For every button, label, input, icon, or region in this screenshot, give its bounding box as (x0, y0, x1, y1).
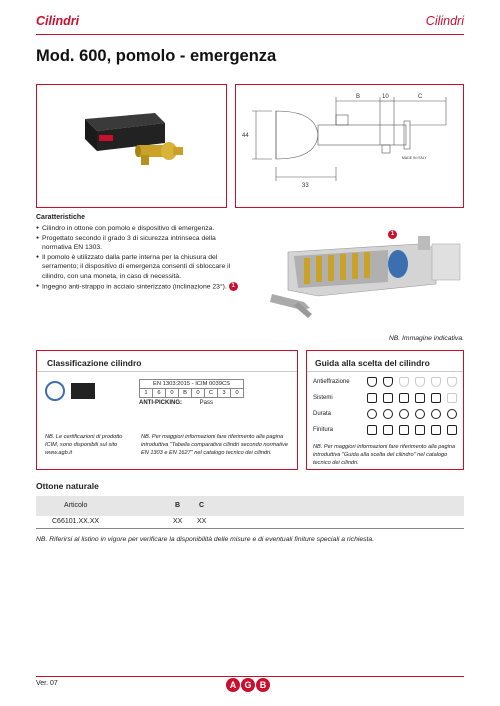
technical-drawing (236, 85, 463, 207)
lock-icon (415, 393, 425, 403)
guide-row-label: Durata (313, 411, 332, 417)
article-b: XX (173, 518, 183, 525)
feature-item: ● Progettato secondo il grado 3 di sicurezza intrinseca della normativa EN 1303. (36, 234, 246, 253)
clock-icon (431, 409, 441, 419)
clock-icon (399, 409, 409, 419)
feature-item: ● Il pomolo è utilizzato dalla parte interna per la chiusura del serramento; il dispositivo di emergenza consenti di sbloccare il cilindro, con una moneta, in caso di necessità. (36, 253, 246, 282)
logo-letter: G (241, 678, 255, 692)
logo-letter: A (226, 678, 240, 692)
grade-digit: 3 (218, 389, 231, 398)
shield-icon (415, 377, 425, 387)
article-code: C66101.XX.XX (52, 518, 100, 525)
version-label: Ver. 07 (36, 680, 58, 687)
page-title: Mod. 600, pomolo - emergenza (36, 47, 277, 65)
classification-title: Classificazione cilindro (47, 358, 142, 368)
product-photo-box (36, 84, 227, 208)
feature-badge: 1 (229, 282, 238, 291)
finish-title: Ottone naturale (36, 481, 99, 491)
availability-note: NB. Riferirsi al listino in vigore per verificare la disponibilità delle misure e di eventuali finiture speciali a richiesta. (36, 536, 375, 543)
dim-44-label: 44 (242, 133, 249, 139)
features-list (36, 224, 246, 291)
key-icon (415, 425, 425, 435)
key-icon (447, 425, 457, 435)
guide-row (313, 423, 463, 439)
std-header: EN 1303:2015 - ICIM 0039CS (140, 380, 244, 389)
table-row (36, 516, 464, 529)
article-table-header (36, 496, 464, 516)
header-category-left: Cilindri (36, 14, 80, 28)
icim-logo (45, 381, 65, 401)
shield-icon (383, 377, 393, 387)
features-title: Caratteristiche (36, 214, 86, 221)
guide-row (313, 407, 463, 423)
certification-note: NB. Le certificazioni di prodotto ICIM, sono disponibili sul sito www.agb.it (45, 434, 123, 456)
header-category-right: Cilindri (425, 14, 464, 28)
lock-icon (399, 393, 409, 403)
clock-icon (447, 409, 457, 419)
shield-icon (367, 377, 377, 387)
shield-icon (447, 377, 457, 387)
footer-divider (36, 676, 464, 677)
clock-icon (367, 409, 377, 419)
logo-letter: B (256, 678, 270, 692)
grade-digit: 0 (192, 389, 205, 398)
product-photo (37, 85, 226, 207)
key-icon (367, 425, 377, 435)
anti-picking-label: ANTI-PICKING: (139, 400, 182, 406)
guide-rows (313, 375, 463, 439)
shield-icon (399, 377, 409, 387)
anti-picking-value: Pass (199, 400, 214, 406)
guide-row-label: Sistemi (313, 395, 333, 401)
technical-drawing-box (235, 84, 464, 208)
agb-logo (226, 678, 270, 692)
grade-digit: 1 (140, 389, 153, 398)
grade-digit: 6 (153, 389, 166, 398)
grade-digit: 0 (166, 389, 179, 398)
dim-10-label: 10 (382, 94, 389, 100)
grade-digit: C (205, 389, 218, 398)
key-icon (383, 425, 393, 435)
certification-logo (71, 383, 95, 399)
lock-icon (431, 393, 441, 403)
guide-row (313, 391, 463, 407)
feature-item: ● Cilindro in ottone con pomolo e dispositivo di emergenza. (36, 224, 246, 234)
grade-digit: B (179, 389, 192, 398)
lock-icon (383, 393, 393, 403)
classification-table (139, 379, 244, 406)
guide-row (313, 375, 463, 391)
guide-panel (306, 350, 464, 470)
cutaway-badge: 1 (388, 230, 397, 239)
key-icon (431, 425, 441, 435)
guide-row-label: Finitura (313, 427, 334, 433)
clock-icon (415, 409, 425, 419)
col-articolo: Articolo (64, 502, 88, 509)
header-divider (36, 34, 464, 35)
lock-icon (367, 393, 377, 403)
article-c: XX (197, 518, 207, 525)
dim-b-label: B (356, 94, 361, 100)
guide-row-label: Antieffrazione (313, 379, 350, 385)
classification-note: NB. Per maggiori informazioni fare riferimento alla pagina introduttiva "Tabella comparativa cilindri secondo normative EN 1303 e EN 1627" nel catalogo tecnico dei cilindri. (141, 434, 288, 456)
col-b: B (175, 502, 181, 509)
cutaway-illustration (258, 222, 464, 334)
feature-item (36, 282, 246, 292)
col-c: C (199, 502, 205, 509)
guide-note: NB. Per maggiori informazioni fare riferimento alla pagina introduttiva "Guida alla scelta del cilindro" nel catalogo tecnico dei cilindri. (313, 444, 456, 466)
grade-digit: 0 (231, 389, 244, 398)
key-icon (399, 425, 409, 435)
shield-icon (431, 377, 441, 387)
feature-text: Ingegno anti-strappo in acciaio sinterizzato (inclinazione 23°). (42, 282, 227, 290)
en1303-table (139, 379, 244, 398)
made-in-label: MADE IN ITALY (402, 156, 427, 160)
cutaway-image (258, 222, 464, 334)
dim-c-label: C (418, 94, 423, 100)
guide-title: Guida alla scelta del cilindro (315, 358, 430, 368)
clock-icon (383, 409, 393, 419)
lock-icon (447, 393, 457, 403)
dim-33-label: 33 (302, 183, 309, 189)
cutaway-note: NB. Immagine indicativa. (388, 335, 464, 342)
classification-panel (36, 350, 298, 470)
page-header (0, 14, 500, 34)
